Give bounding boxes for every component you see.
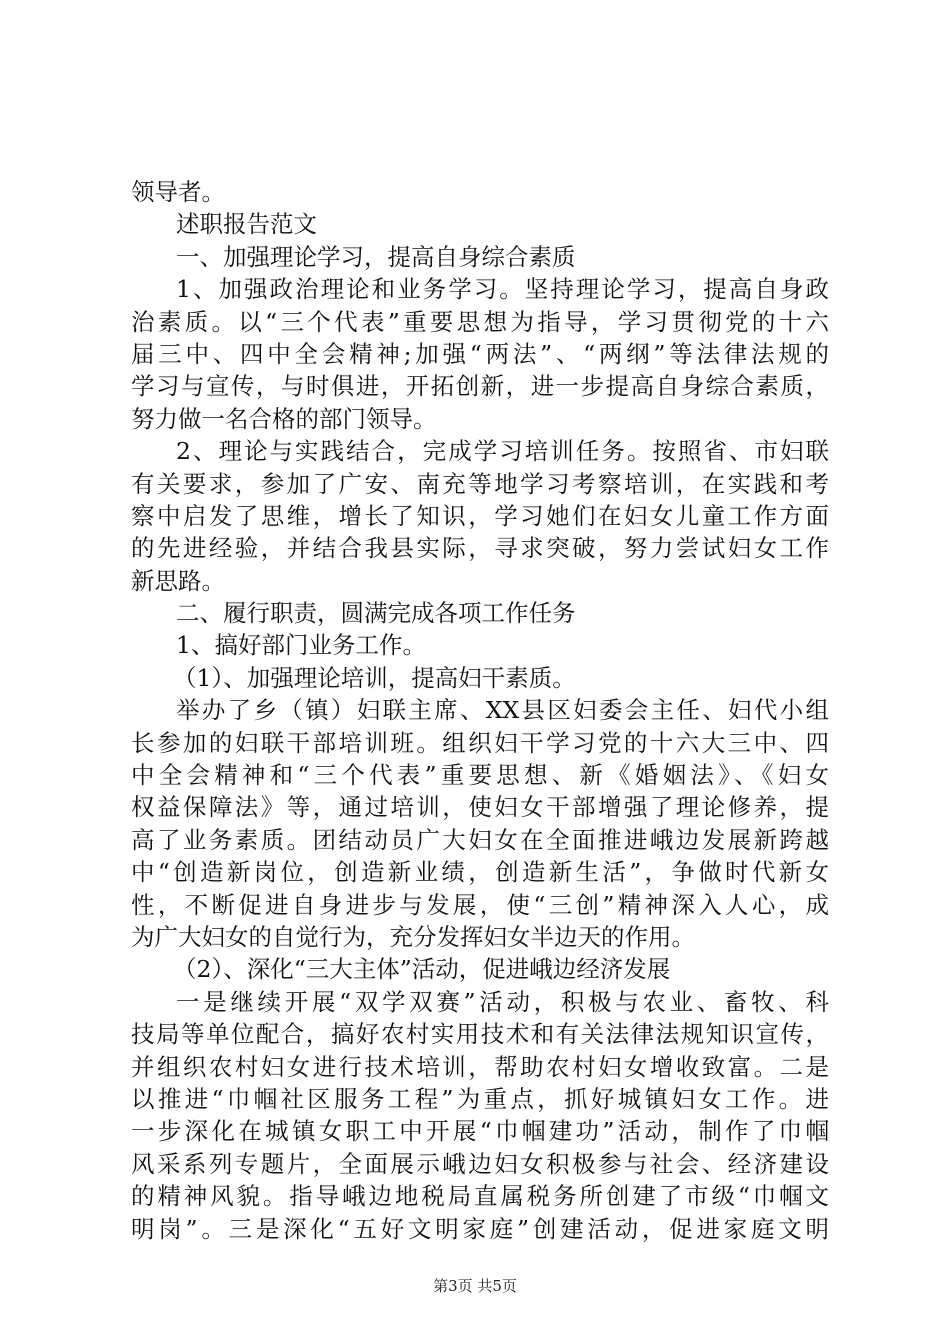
paragraph-line: 治素质。以“三个代表”重要思想为指导，学习贯彻党的十六	[131, 307, 829, 336]
subsection-heading: （1）、加强理论培训，提高妇干素质。	[173, 663, 576, 692]
paragraph-line: 风采系列专题片，全面展示峨边妇女积极参与社会、经济建设	[131, 1149, 829, 1178]
paragraph-line: 以推进“巾帼社区服务工程”为重点，抓好城镇妇女工作。进	[131, 1084, 829, 1113]
paragraph-line: 长参加的妇联干部培训班。组织妇干学习党的十六大三中、四	[131, 728, 829, 757]
paragraph-line: 1、加强政治理论和业务学习。坚持理论学习，提高自身政	[176, 275, 829, 304]
subsection-heading: 1、搞好部门业务工作。	[176, 631, 426, 660]
paragraph-line: 性，不断促进自身进步与发展，使“三创”精神深入人心，成	[131, 890, 829, 919]
paragraph-line: 领导者。	[131, 178, 225, 206]
section-heading: 二、履行职责，圆满完成各项工作任务	[176, 599, 576, 628]
paragraph-line: 中“创造新岗位，创造新业绩，创造新生活”，争做时代新女	[131, 858, 829, 887]
page-footer: 第3页 共5页	[433, 1277, 517, 1295]
paragraph-line: 中全会精神和“三个代表”重要思想、新《婚姻法》、《妇女	[131, 761, 829, 790]
paragraph-line: 学习与宣传，与时俱进，开拓创新，进一步提高自身综合素质，	[131, 372, 829, 401]
paragraph-line: 高了业务素质。团结动员广大妇女在全面推进峨边发展新跨越	[131, 825, 829, 854]
paragraph-line: 有关要求，参加了广安、南充等地学习考察培训，在实践和考	[131, 469, 829, 498]
subsection-heading: （2）、深化“三大主体”活动，促进峨边经济发展	[173, 955, 671, 984]
paragraph-line: 2、理论与实践结合，完成学习培训任务。按照省、市妇联	[176, 437, 829, 466]
section-heading: 述职报告范文	[176, 210, 317, 239]
paragraph-line: 明岗”。三是深化“五好文明家庭”创建活动，促进家庭文明	[131, 1214, 829, 1243]
paragraph-line: 努力做一名合格的部门领导。	[131, 404, 437, 433]
paragraph-line: 举办了乡（镇）妇联主席、XX县区妇委会主任、妇代小组	[176, 696, 829, 725]
paragraph-line: 新思路。	[131, 566, 225, 595]
section-heading: 一、加强理论学习，提高自身综合素质	[176, 242, 576, 271]
paragraph-line: 一是继续开展“双学双赛”活动，积极与农业、畜牧、科	[176, 987, 829, 1016]
body-text	[131, 176, 829, 1245]
paragraph-line: 届三中、四中全会精神;加强“两法”、“两纲”等法律法规的	[131, 339, 829, 368]
paragraph-line: 技局等单位配合，搞好农村实用技术和有关法律法规知识宣传，	[131, 1020, 829, 1049]
paragraph-line: 的精神风貌。指导峨边地税局直属税务所创建了市级“巾帼文	[131, 1182, 829, 1211]
paragraph-line: 权益保障法》等，通过培训，使妇女干部增强了理论修养，提	[131, 793, 829, 822]
paragraph-line: 的先进经验，并结合我县实际，寻求突破，努力尝试妇女工作	[131, 534, 829, 563]
paragraph-line: 并组织农村妇女进行技术培训，帮助农村妇女增收致富。二是	[131, 1052, 829, 1081]
paragraph-line: 一步深化在城镇女职工中开展“巾帼建功”活动，制作了巾帼	[131, 1117, 829, 1146]
paragraph-line: 察中启发了思维，增长了知识，学习她们在妇女儿童工作方面	[131, 501, 829, 530]
paragraph-line: 为广大妇女的自觉行为，充分发挥妇女半边天的作用。	[131, 922, 695, 951]
